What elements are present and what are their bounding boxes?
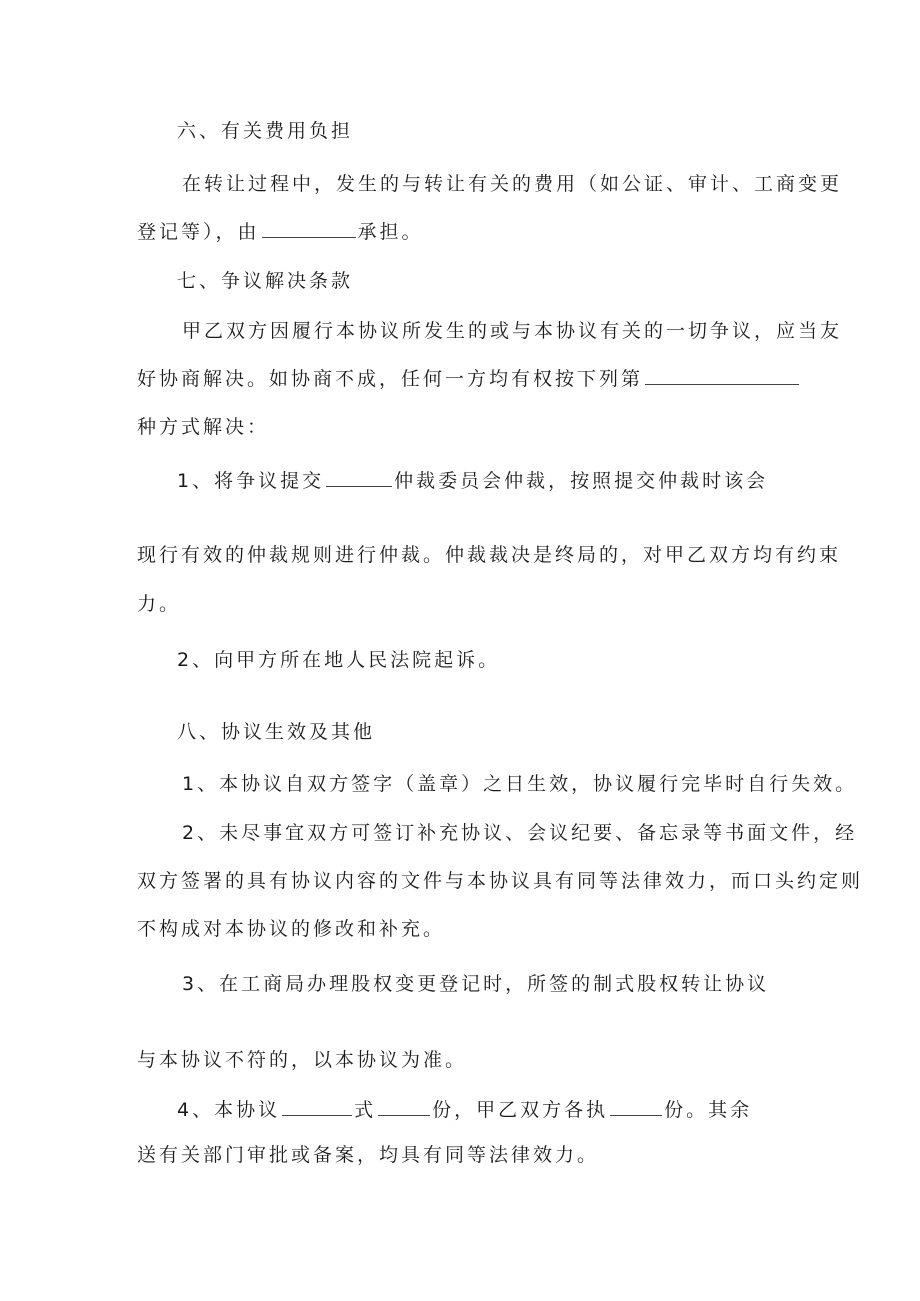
- item-4-text-c: 份，甲乙双方各执: [432, 1099, 609, 1121]
- section-8-item-1: 1、本协议自双方签字（盖章）之日生效，协议履行完毕时自行失效。: [182, 773, 858, 795]
- section-7-heading: 七、争议解决条款: [177, 270, 354, 292]
- section-8-item-2-line-1: 2、未尽事宜双方可签订补充协议、会议纪要、备忘录等书面文件，经: [182, 822, 858, 844]
- section-7-item-1: [177, 468, 768, 493]
- section-7-item-2: 2、向甲方所在地人民法院起诉。: [177, 649, 501, 671]
- item-4-text-d: 份。其余: [664, 1099, 753, 1121]
- copies-each-blank: [610, 1097, 662, 1116]
- section-6-heading: 六、有关费用负担: [177, 120, 354, 142]
- section-7-paragraph-line-3: 种方式解决：: [137, 416, 270, 438]
- dispute-option-blank: [645, 366, 799, 385]
- section-7-text: 好协商解决。如协商不成，任何一方均有权按下列第: [137, 368, 644, 390]
- section-7-paragraph-line-2: [137, 366, 801, 391]
- item-1-text-b: 仲裁委员会仲裁，按照提交仲裁时该会: [394, 470, 769, 492]
- item-4-text-a: 4、本协议: [177, 1099, 281, 1121]
- section-7-item-1-line-3: 力。: [137, 593, 182, 615]
- copies-total-blank: [282, 1097, 352, 1116]
- arbitration-commission-blank: [326, 468, 392, 487]
- section-6-paragraph-line-2: [137, 219, 424, 244]
- section-8-item-4-line-2: 送有关部门审批或备案，均具有同等法律效力。: [137, 1144, 600, 1166]
- section-7-paragraph-line-1: 甲乙双方因履行本协议所发生的或与本协议有关的一切争议，应当友: [182, 320, 843, 342]
- section-8-item-4: [177, 1097, 752, 1122]
- section-8-heading: 八、协议生效及其他: [177, 721, 376, 743]
- section-8-item-2-line-2: 双方签署的具有协议内容的文件与本协议具有同等法律效力，而口头约定则: [137, 870, 864, 892]
- section-6-text-b: 承担。: [357, 221, 424, 243]
- item-1-text-a: 1、将争议提交: [177, 470, 325, 492]
- section-6-paragraph-line-1: 在转让过程中，发生的与转让有关的费用（如公证、审计、工商变更: [182, 173, 843, 195]
- section-8-item-3-line-1: 3、在工商局办理股权变更登记时，所签的制式股权转让协议: [182, 973, 770, 995]
- section-8-item-2-line-3: 不构成对本协议的修改和补充。: [137, 918, 446, 940]
- copies-count-blank: [378, 1097, 430, 1116]
- item-4-text-b: 式: [354, 1099, 377, 1121]
- cost-bearer-blank: [262, 219, 356, 238]
- section-7-item-1-line-2: 现行有效的仲裁规则进行仲裁。仲裁裁决是终局的，对甲乙双方均有约束: [137, 544, 842, 566]
- section-6-text-a: 登记等），由: [137, 221, 260, 243]
- section-8-item-3-line-2: 与本协议不符的，以本协议为准。: [137, 1049, 468, 1071]
